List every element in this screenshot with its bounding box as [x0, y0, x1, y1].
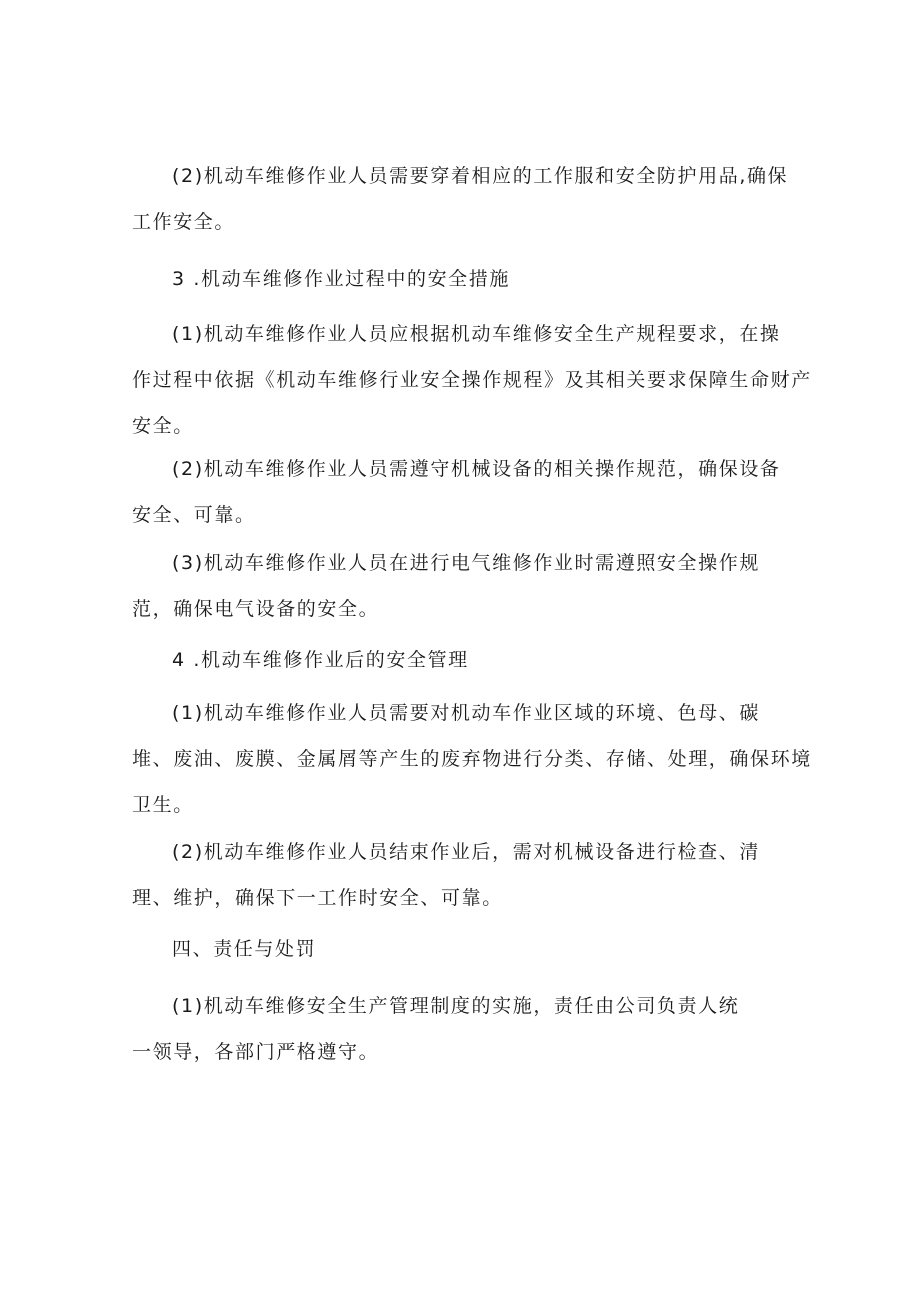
section-heading-3: 3 .机动车维修作业过程中的安全措施 [172, 268, 510, 290]
paragraph-electrical-rules [132, 540, 800, 632]
paragraph-line: (2)机动车维修作业人员需遵守机械设备的相关操作规范，确保设备 [172, 458, 781, 480]
paragraph-line: 卫生。 [132, 794, 194, 816]
paragraph-post-work-inspection [132, 829, 800, 921]
paragraph-line: (1)机动车维修安全生产管理制度的实施，责任由公司负责人统 [172, 995, 740, 1017]
paragraph-line: 范，确保电气设备的安全。 [132, 598, 380, 620]
paragraph-waste-management [132, 690, 812, 828]
paragraph-line: 工作安全。 [132, 211, 236, 233]
paragraph-line: 一领导，各部门严格遵守。 [132, 1041, 380, 1063]
paragraph-responsibility [132, 983, 800, 1075]
paragraph-line: 堆、废油、废膜、金属屑等产生的废弃物进行分类、存储、处理，确保环境 [132, 748, 812, 770]
paragraph-line: (3)机动车维修作业人员在进行电气维修作业时需遵照安全操作规 [172, 552, 760, 574]
section-heading-4: 4 .机动车维修作业后的安全管理 [172, 649, 469, 671]
paragraph-line: 安全。 [132, 415, 194, 437]
paragraph-line: (1)机动车维修作业人员需要对机动车作业区域的环境、色母、碳 [172, 702, 760, 724]
paragraph-line: 安全、可靠。 [132, 504, 256, 526]
paragraph-equipment-rules [132, 446, 800, 538]
paragraph-protective-clothing [132, 153, 800, 245]
paragraph-line: (2)机动车维修作业人员结束作业后，需对机械设备进行检查、清 [172, 841, 760, 863]
paragraph-safety-regulations [132, 311, 812, 449]
paragraph-line: 作过程中依据《机动车维修行业安全操作规程》及其相关要求保障生命财产 [132, 369, 812, 391]
paragraph-line: (1)机动车维修作业人员应根据机动车维修安全生产规程要求，在操 [172, 323, 781, 345]
paragraph-line: (2)机动车维修作业人员需要穿着相应的工作服和安全防护用品,确保 [172, 165, 789, 187]
paragraph-line: 理、维护，确保下一工作时安全、可靠。 [132, 887, 503, 909]
section-heading-responsibility: 四、责任与处罚 [172, 938, 317, 960]
